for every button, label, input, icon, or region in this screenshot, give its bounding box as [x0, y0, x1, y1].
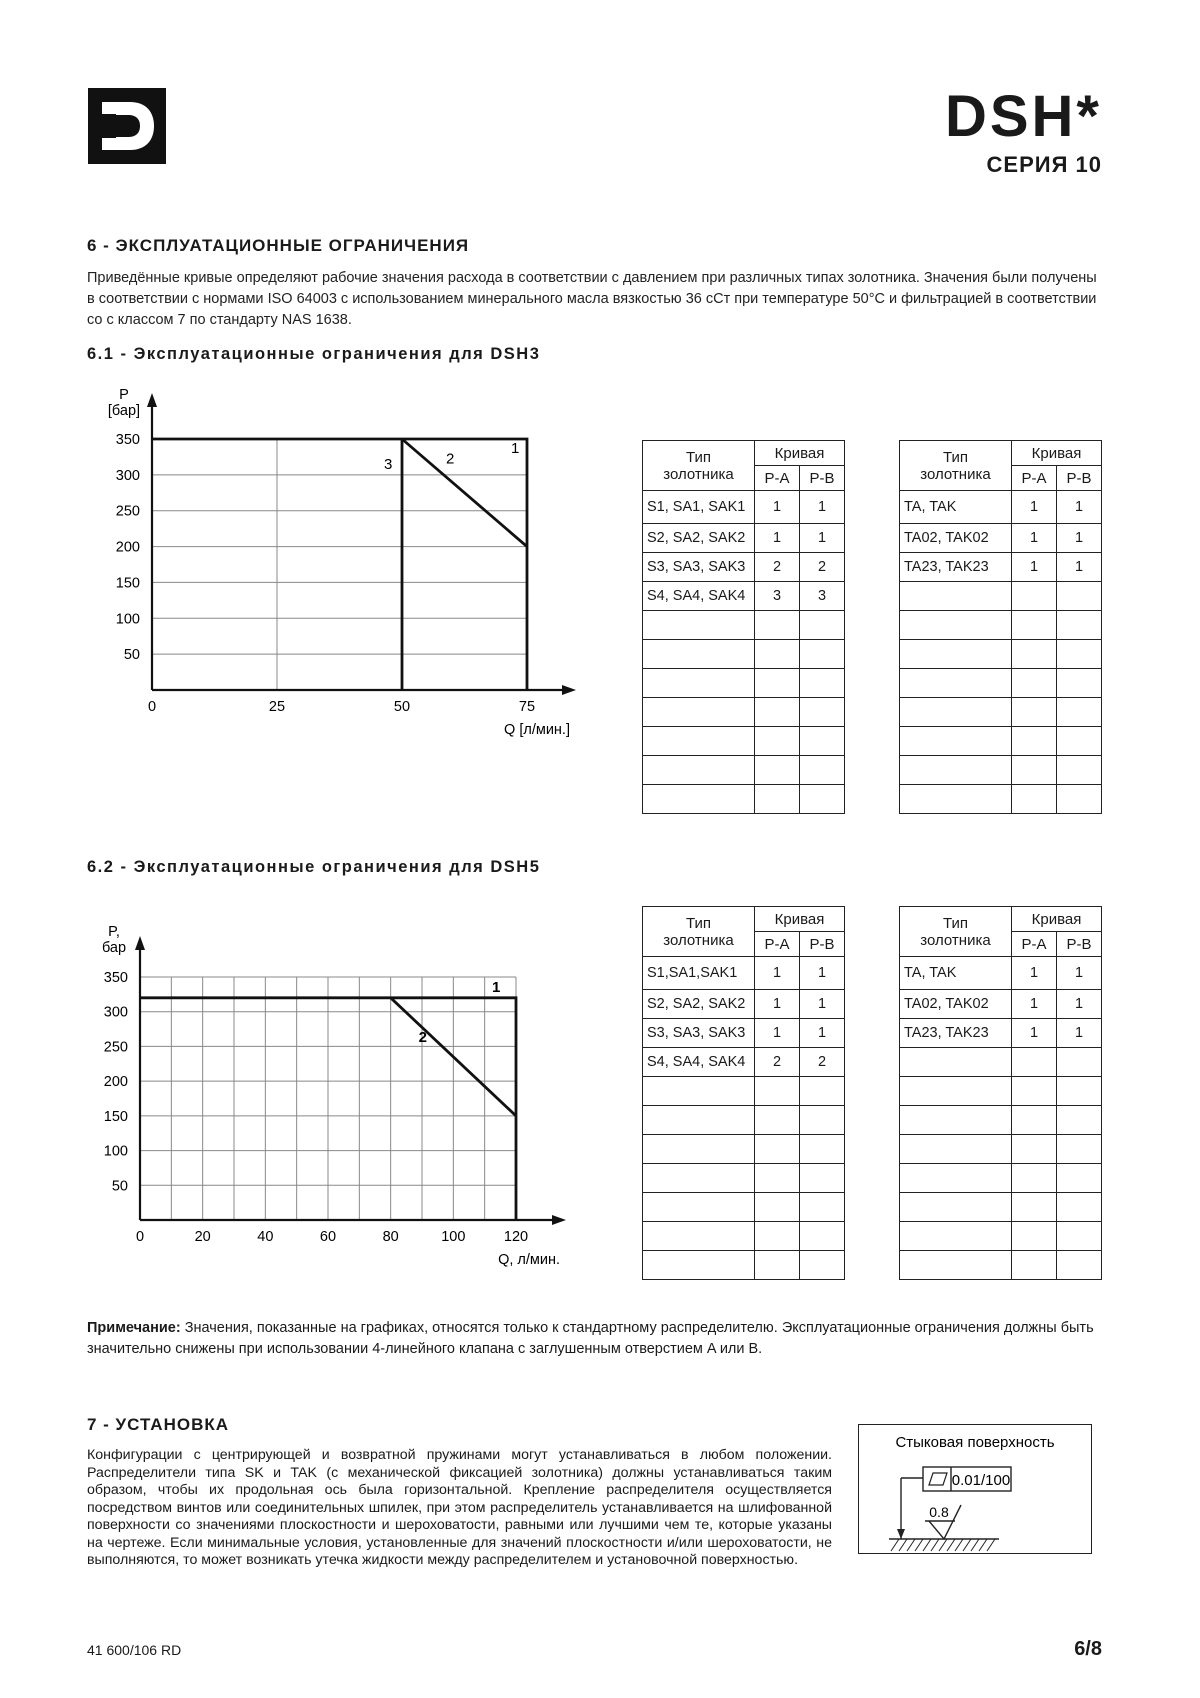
table-row-empty [900, 1048, 1102, 1077]
table-row-empty [900, 611, 1102, 640]
y-tick-label: 150 [115, 575, 140, 592]
col-pa: P-A [755, 932, 800, 957]
y-tick-label: 50 [123, 647, 140, 664]
roughness-value: 0.8 [929, 1504, 949, 1520]
table-row-empty [643, 640, 845, 669]
spool-type-cell: S2, SA2, SAK2 [643, 990, 755, 1019]
table-row-empty [900, 1251, 1102, 1280]
table-row-empty [643, 1222, 845, 1251]
y-tick-label: 350 [115, 432, 140, 448]
table-row-empty [643, 785, 845, 814]
pa-cell: 1 [1012, 491, 1057, 524]
table-row [643, 1019, 845, 1048]
table-row-empty [643, 727, 845, 756]
mating-surface-diagram [858, 1424, 1092, 1554]
pb-cell: 2 [800, 553, 845, 582]
y-axis-arrow-icon [147, 393, 157, 407]
table-row [643, 990, 845, 1019]
note-text: Значения, показанные на графиках, относятся только к стандартному распределителю. Эксплуатационные ограничения должны быть значительно снижены при использовании 4-линейного клапана с заглушенным отверстием A или B. [87, 1320, 1094, 1357]
table-row-empty [900, 1193, 1102, 1222]
pa-cell: 2 [755, 1048, 800, 1077]
table-row-empty [643, 1164, 845, 1193]
table-row-empty [900, 582, 1102, 611]
spool-type-cell: S2, SA2, SAK2 [643, 524, 755, 553]
table-row-empty [900, 1106, 1102, 1135]
y-tick-label: 250 [115, 503, 140, 520]
col-pa: P-A [1012, 932, 1057, 957]
page-number: 6/8 [1074, 1638, 1102, 1660]
section-6-1-heading: 6.1 - Эксплуатационные ограничения для DSH3 [87, 345, 541, 363]
dsh3-spool-table-right [899, 440, 1102, 814]
dsh5-spool-table-right [899, 906, 1102, 1280]
table-row [900, 553, 1102, 582]
section-6-text: Приведённые кривые определяют рабочие значения расхода в соответствии с давлением при различных типах золотника. Значения были получены в соответствии с нормами ISO 64003 с использованием минерального масла вязкостью 36 сСт при температуре 50°C и фильтрацией в соответствии со с классом 7 по стандарту NAS 1638. [87, 270, 1097, 328]
table-row [643, 957, 845, 990]
company-logo [88, 88, 166, 164]
hatched-surface [891, 1539, 995, 1551]
pb-cell: 2 [800, 1048, 845, 1077]
chart-note [87, 1318, 1102, 1360]
col-curve: Кривая [1012, 441, 1102, 466]
table-row-empty [643, 611, 845, 640]
spool-type-cell: S3, SA3, SAK3 [643, 553, 755, 582]
pa-cell: 1 [755, 990, 800, 1019]
flatness-icon [929, 1473, 947, 1485]
col-pb: P-B [800, 466, 845, 491]
spool-type-cell: TA23, TAK23 [900, 553, 1012, 582]
y-tick-label: 100 [115, 611, 140, 628]
table-row [643, 582, 845, 611]
table-row-empty [900, 1222, 1102, 1251]
section-7-text: Конфигурации с центрирующей и возвратной пружинами могут устанавливаться в любом положении. Распределители типа SK и TAK (с механической фиксацией золотника) должны устанавливаться таким образом, чтобы их продольная ось была горизонтальной. Крепление распределителя осуществляется посредством винтов или соединительных шпилек, при этом распределитель устанавливается на шлифованной поверхности со значениями плоскостности и шероховатости, равными или лучшими чем те, которые указаны на чертеже. Если минимальные условия, установленные для значений плоскостности и/или шероховатости, не выполняются, то может возникать утечка жидкости между распределителем и установочной поверхностью. [87, 1447, 832, 1568]
col-spool-type: Тип золотника [643, 907, 755, 957]
curve-1-label: 1 [492, 978, 501, 996]
table-row-empty [900, 640, 1102, 669]
pb-cell: 1 [1057, 957, 1102, 990]
y-tick-label: 250 [103, 1039, 128, 1056]
y-tick-label: 200 [115, 539, 140, 556]
table-row-empty [643, 756, 845, 785]
pb-cell: 1 [800, 1019, 845, 1048]
note-label: Примечание: [87, 1320, 181, 1336]
table-row [900, 1019, 1102, 1048]
x-tick-label: 80 [382, 1229, 399, 1245]
spool-type-cell: TA, TAK [900, 491, 1012, 524]
dsh3-spool-table-left [642, 440, 845, 814]
y-axis-unit-label: бар [101, 940, 127, 956]
table-row-empty [643, 1106, 845, 1135]
y-axis-arrow-icon [135, 936, 145, 950]
pa-cell: 2 [755, 553, 800, 582]
table-row-empty [643, 1077, 845, 1106]
pb-cell: 1 [1057, 491, 1102, 524]
spool-type-cell: S1, SA1, SAK1 [643, 491, 755, 524]
flatness-value: 0.01/100 [951, 1472, 1011, 1489]
pa-cell: 3 [755, 582, 800, 611]
spool-type-cell: TA02, TAK02 [900, 990, 1012, 1019]
x-axis-arrow-icon [552, 1215, 566, 1225]
y-tick-label: 100 [103, 1143, 128, 1160]
col-curve: Кривая [755, 441, 845, 466]
spool-type-cell: TA23, TAK23 [900, 1019, 1012, 1048]
y-axis-label: P [119, 387, 129, 403]
x-tick-label: 20 [194, 1229, 211, 1245]
spool-type-cell: S3, SA3, SAK3 [643, 1019, 755, 1048]
x-tick-label: 100 [441, 1229, 466, 1245]
y-tick-label: 300 [103, 1004, 128, 1021]
table-row-empty [643, 1251, 845, 1280]
pa-cell: 1 [755, 957, 800, 990]
curve-3-label: 3 [384, 456, 393, 473]
x-axis-label: Q [л/мин.] [504, 722, 570, 738]
table-row [900, 990, 1102, 1019]
y-axis-unit-label: [бар] [107, 403, 141, 419]
x-tick-label: 0 [135, 1229, 145, 1245]
table-row-empty [643, 669, 845, 698]
dsh3-limits-chart [86, 385, 586, 745]
y-tick-label: 150 [103, 1108, 128, 1125]
y-tick-label: 300 [115, 467, 140, 484]
col-spool-type: Тип золотника [900, 441, 1012, 491]
document-code: 41 600/106 RD [87, 1642, 182, 1658]
dsh5-limits-chart [86, 912, 586, 1272]
pa-cell: 1 [755, 1019, 800, 1048]
pb-cell: 1 [800, 957, 845, 990]
curve-1 [152, 439, 527, 690]
table-row [643, 1048, 845, 1077]
x-tick-label: 60 [319, 1229, 337, 1245]
table-row-empty [900, 698, 1102, 727]
surface-label: Стыковая поверхность [895, 1434, 1055, 1451]
table-row-empty [900, 669, 1102, 698]
col-pb: P-B [1057, 466, 1102, 491]
pb-cell: 1 [800, 491, 845, 524]
series-label: СЕРИЯ 10 [986, 152, 1102, 177]
table-row-empty [900, 756, 1102, 785]
pb-cell: 1 [1057, 1019, 1102, 1048]
pa-cell: 1 [1012, 553, 1057, 582]
table-row-empty [900, 1164, 1102, 1193]
pa-cell: 1 [1012, 524, 1057, 553]
pa-cell: 1 [755, 524, 800, 553]
pb-cell: 1 [800, 990, 845, 1019]
table-row [643, 491, 845, 524]
y-tick-label: 350 [103, 970, 128, 986]
table-row-empty [643, 698, 845, 727]
col-curve: Кривая [755, 907, 845, 932]
col-pa: P-A [755, 466, 800, 491]
x-axis-label: Q, л/мин. [498, 1252, 560, 1268]
table-row [643, 553, 845, 582]
pa-cell: 1 [755, 491, 800, 524]
table-row-empty [643, 1135, 845, 1164]
y-tick-label: 200 [103, 1074, 128, 1091]
table-row-empty [900, 727, 1102, 756]
spool-type-cell: TA02, TAK02 [900, 524, 1012, 553]
spool-type-cell: S1,SA1,SAK1 [643, 957, 755, 990]
section-6-2-heading: 6.2 - Эксплуатационные ограничения для DSH5 [87, 858, 541, 876]
x-tick-label: 120 [503, 1229, 529, 1245]
section-7-heading: 7 - УСТАНОВКА [87, 1415, 230, 1434]
curve-2-label: 2 [446, 450, 455, 468]
table-row-empty [900, 1135, 1102, 1164]
col-spool-type: Тип золотника [900, 907, 1012, 957]
y-axis-label: P, [108, 924, 120, 940]
curve-2-label: 2 [418, 1028, 428, 1046]
x-axis-arrow-icon [562, 685, 576, 695]
spool-type-cell: S4, SA4, SAK4 [643, 582, 755, 611]
x-tick-label: 75 [518, 699, 536, 715]
spool-type-cell: TA, TAK [900, 957, 1012, 990]
x-tick-label: 0 [147, 699, 157, 715]
curve-1-label: 1 [511, 440, 520, 457]
col-pb: P-B [800, 932, 845, 957]
table-row [643, 524, 845, 553]
pa-cell: 1 [1012, 957, 1057, 990]
pb-cell: 1 [800, 524, 845, 553]
table-row [900, 957, 1102, 990]
table-row-empty [643, 1193, 845, 1222]
col-curve: Кривая [1012, 907, 1102, 932]
col-pb: P-B [1057, 932, 1102, 957]
curve-2 [402, 439, 527, 547]
dsh5-spool-table-left [642, 906, 845, 1280]
x-tick-label: 40 [257, 1229, 274, 1245]
table-row-empty [900, 785, 1102, 814]
pb-cell: 1 [1057, 524, 1102, 553]
x-tick-label: 50 [393, 699, 411, 715]
document-title: DSH* [944, 84, 1102, 149]
pa-cell: 1 [1012, 1019, 1057, 1048]
pb-cell: 3 [800, 582, 845, 611]
table-row [900, 524, 1102, 553]
col-spool-type: Тип золотника [643, 441, 755, 491]
pb-cell: 1 [1057, 990, 1102, 1019]
pb-cell: 1 [1057, 553, 1102, 582]
spool-type-cell: S4, SA4, SAK4 [643, 1048, 755, 1077]
x-tick-label: 25 [268, 699, 286, 715]
pa-cell: 1 [1012, 990, 1057, 1019]
table-row [900, 491, 1102, 524]
section-6-heading: 6 - ЭКСПЛУАТАЦИОННЫЕ ОГРАНИЧЕНИЯ [87, 236, 470, 255]
col-pa: P-A [1012, 466, 1057, 491]
y-tick-label: 50 [111, 1178, 128, 1195]
table-row-empty [900, 1077, 1102, 1106]
